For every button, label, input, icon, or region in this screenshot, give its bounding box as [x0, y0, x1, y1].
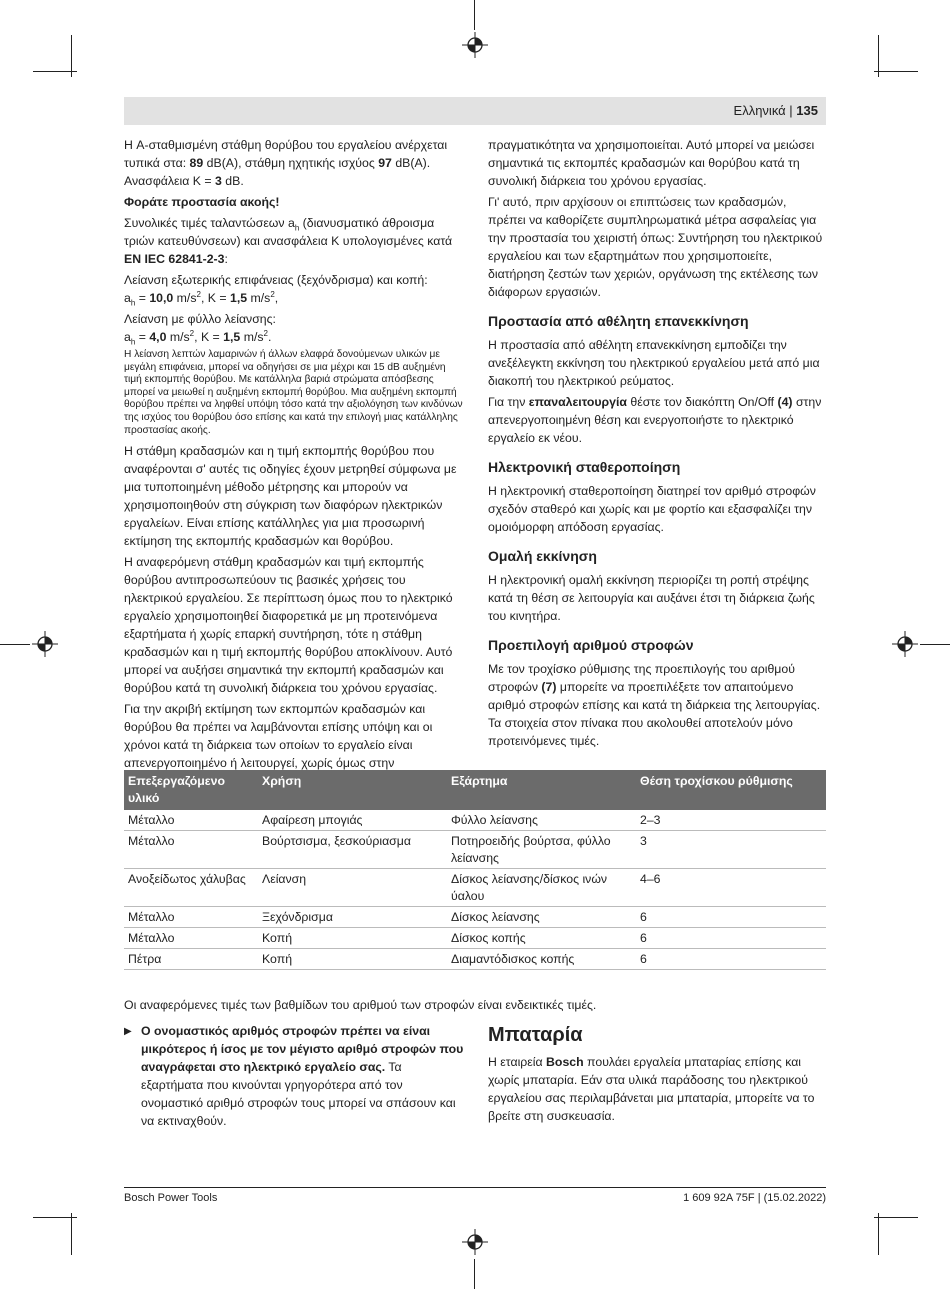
table-header-row — [124, 770, 826, 810]
table-cell: Φύλλο λείανσης — [447, 810, 636, 831]
speed-paragraph: Με τον τροχίσκο ρύθμισης της προεπιλογής του αριθμού στροφών (7) μπορείτε να προεπιλέξετε τον απαιτούμενο αριθμό στροφών επίσης και κατά τη διάρκεια της λειτουργίας. Τα στοιχεία στον πίνακα που ακολουθεί αποτελούν μόνο προτεινόμενες τιμές. — [488, 662, 821, 748]
table-cell: 6 — [636, 907, 826, 928]
restart-paragraph-2: Για την επαναλειτουργία θέστε τον διακόπτη On/Off (4) στην απενεργοποιημένη θέση και ενεργοποιήστε το ηλεκτρικό εργαλείο εκ νέου. — [488, 395, 822, 445]
noise-level-paragraph: Η A-σταθμισμένη στάθμη θορύβου του εργαλείου ανέρχεται τυπικά στα: 89 dB(A), στάθμη ηχητικής ισχύος 97 dB(A). Ανασφάλεια K = 3 dB. — [124, 138, 448, 188]
table-header-cell: Εξάρτημα — [447, 770, 636, 810]
table-row — [124, 928, 826, 949]
paragraph-safety-measures: Γι' αυτό, πριν αρχίσουν οι επιπτώσεις των κραδασμών, πρέπει να καθορίζετε συμπληρωματικά μέτρα ασφαλείας για την προστασία του χειριστή όπως: Συντήρηση του ηλεκτρικού εργαλείου και των εξαρτημάτων που χρησιμοποιείτε, διατήρηση ζεστών των χεριών, οργάνωση της εκτέλεσης των διάφορων εργασιών. — [488, 195, 823, 299]
warning-bold-text: Ο ονομαστικός αριθμός στροφών πρέπει να είναι μικρότερος ή ίσος με τον μέγιστο αριθμό στροφών που αναγράφεται στο ηλεκτρικό εργαλείο σας. — [141, 1024, 464, 1074]
speed-settings-table — [124, 770, 826, 970]
small-noise-note: Η λείανση λεπτών λαμαρινών ή άλλων ελαφρά δονούμενων υλικών με μεγάλη επιφάνεια, μπορεί να οδηγήσει σε μια μέχρι και 15 dB αυξημένη τιμή εκπομπής θορύβου. Με κατάλληλα βαριά στρώματα απόσβεσης μπορεί να μειωθεί η αυξημένη εκπομπή θορύβου. Μια αυξημένη εκπομπή θορύβου πρέπει να ληφθεί υπόψη τόσο κατά την αξιολόγηση των κινδύνων της ισχύος του θορύβου όσο επίσης και κατά την επιλογή μιας κατάλληλης προστασίας ακοής. — [124, 349, 463, 436]
header-text: Ελληνικά | 135 — [733, 103, 818, 118]
surface-grinding-values: Λείανση εξωτερικής επιφάνειας (ξεχόνδρισμα) και κοπή: $a_h = 10,0$ $m/s^2$, K = 1,5 $m/s^2$, — [124, 273, 428, 308]
footer-brand: Bosch Power Tools — [124, 1192, 218, 1204]
warning-text: Τα εξαρτήματα που κινούνται γρηγορότερα από τον ονομαστικό αριθμό στροφών τους μπορεί να σπάσουν και να εκτιναχθούν. — [141, 1060, 456, 1128]
paragraph-usage: Η αναφερόμενη στάθμη κραδασμών και τιμή εκπομπής θορύβου αντιπροσωπεύουν τις βασικές χρήσεις του ηλεκτρικού εργαλείου. Σε περίπτωση όμως που το ηλεκτρικό εργαλείο χρησιμοποιηθεί διαφορετικά με μη προτεινόμενα εξαρτήματα ή χωρίς επαρκή συντήρηση, τότε η στάθμη κραδασμών και η τιμή εκπομπής θορύβου αποκλίνουν. Αυτό μπορεί να αυξήσει σημαντικά την εκπομπή κραδασμών και θορύβου κατά τη συνολική διάρκεια του χρόνου εργασίας. — [124, 555, 453, 696]
table-row — [124, 810, 826, 831]
table-cell: Αφαίρεση μπογιάς — [258, 810, 447, 831]
table-cell: Λείανση — [258, 869, 447, 907]
table-cell: Κοπή — [258, 928, 447, 949]
footer-divider — [124, 1187, 826, 1188]
table-cell: Κοπή — [258, 949, 447, 970]
registration-mark-icon — [32, 631, 58, 657]
table-cell: 4–6 — [636, 869, 826, 907]
stabilization-paragraph: Η ηλεκτρονική σταθεροποίηση διατηρεί τον αριθμό στροφών σχεδόν σταθερό και χωρίς και με φορτίο και εξασφαλίζει την ομοιόμορφη απόδοση εργασίας. — [488, 484, 816, 534]
bullet-triangle-icon: ▶ — [124, 1026, 132, 1037]
table-cell: Δίσκος λείανσης/δίσκος ινών ύαλου — [447, 869, 636, 907]
heading-restart-protection: Προστασία από αθέλητη επανεκκίνηση — [488, 313, 749, 329]
table-cell: Διαμαντόδισκος κοπής — [447, 949, 636, 970]
table-header-cell: Χρήση — [258, 770, 447, 810]
table-cell: 3 — [636, 831, 826, 869]
table-footnote: Οι αναφερόμενες τιμές των βαθμίδων του αριθμού των στροφών είναι ενδεικτικές τιμές. — [124, 998, 597, 1012]
right-column — [488, 136, 826, 753]
paragraph-estimation: Για την ακριβή εκτίμηση των εκπομπών κραδασμών και θορύβου θα πρέπει να λαμβάνονται επίσης υπόψη και οι χρόνοι κατά τη διάρκεια των οποίων το εργαλείο είναι απενεργοποιημένο ή λειτουργεί, χωρίς όμως στην — [124, 702, 433, 771]
heading-speed-preselection: Προεπιλογή αριθμού στροφών — [488, 637, 694, 653]
table-cell: Μέταλλο — [124, 928, 258, 949]
heading-electronic-stabilization: Ηλεκτρονική σταθεροποίηση — [488, 459, 681, 475]
table-cell: Μέταλλο — [124, 831, 258, 869]
table-header-cell: Επεξεργαζόμενο υλικό — [124, 770, 258, 810]
table-cell: 6 — [636, 949, 826, 970]
heading-battery: Μπαταρία — [488, 1024, 583, 1046]
registration-mark-icon — [462, 32, 488, 58]
table-cell: Ανοξείδωτος χάλυβας — [124, 869, 258, 907]
paragraph-measurement: Η στάθμη κραδασμών και η τιμή εκπομπής θορύβου που αναφέρονται σ' αυτές τις οδηγίες έχουν μετρηθεί σύμφωνα με μια τυποποιημένη μέθοδο μέτρησης και μπορούν να χρησιμοποιηθούν στη σύγκριση των διαφόρων ηλεκτρικών εργαλείων. Είναι επίσης κατάλληλες για μια προσωρινή εκτίμηση της εκπομπής κραδασμών και θορύβου. — [124, 444, 457, 549]
wear-hearing-protection: Φοράτε προστασία ακοής! — [124, 195, 280, 209]
table-cell: Δίσκος κοπής — [447, 928, 636, 949]
table-cell: Ποτηροειδής βούρτσα, φύλλο λείανσης — [447, 831, 636, 869]
page-number: 135 — [796, 103, 818, 118]
table-cell: Πέτρα — [124, 949, 258, 970]
page-header — [124, 97, 826, 125]
sanding-sheet-values: Λείανση με φύλλο λείανσης: $a_h = 4,0$ $m/s^2$, K = 1,5 $m/s^2$. — [124, 312, 276, 347]
registration-mark-icon — [462, 1229, 488, 1255]
table-cell: 2–3 — [636, 810, 826, 831]
left-column — [124, 136, 466, 775]
table-row — [124, 949, 826, 970]
table-cell: Μέταλλο — [124, 810, 258, 831]
heading-soft-start: Ομαλή εκκίνηση — [488, 548, 597, 564]
table-row — [124, 831, 826, 869]
speed-warning — [124, 1022, 464, 1130]
battery-paragraph: Η εταιρεία Bosch πουλάει εργαλεία μπαταρίας επίσης και χωρίς μπαταρία. Εάν στα υλικά παράδοσης του ηλεκτρικού εργαλείου σας περιλαμβάνεται μια μπαταρία, μπορείτε να το βρείτε στη συσκευασία. — [488, 1055, 815, 1123]
table-cell: Βούρτσισμα, ξεσκούριασμα — [258, 831, 447, 869]
table-row — [124, 907, 826, 928]
paragraph-continuation: πραγματικότητα να χρησιμοποιείται. Αυτό μπορεί να μειώσει σημαντικά τις εκπομπές κραδασμών και θορύβου κατά τη συνολική διάρκεια του χρόνου εργασίας. — [488, 138, 815, 188]
footer-doc-id: 1 609 92A 75F | (15.02.2022) — [683, 1192, 826, 1204]
table-cell: 6 — [636, 928, 826, 949]
soft-start-paragraph: Η ηλεκτρονική ομαλή εκκίνηση περιορίζει τη ροπή στρέψης κατά τη θέση σε λειτουργία και αυξάνει έτσι τη διάρκεια ζωής του κινητήρα. — [488, 573, 815, 623]
table-row — [124, 869, 826, 907]
vibration-total-paragraph: Συνολικές τιμές ταλαντώσεων $a_h$ (διανυσματικό άθροισμα τριών κατευθύνσεων) και ανασφάλεια K υπολογισμένες κατά EN IEC 62841-2-3: — [124, 216, 453, 266]
restart-paragraph-1: Η προστασία από αθέλητη επανεκκίνηση εμποδίζει την ανεξέλεγκτη εκκίνηση του ηλεκτρικού εργαλείου μετά από μια διακοπή του ηλεκτρικού ρεύματος. — [488, 338, 820, 388]
table-cell: Ξεχόνδρισμα — [258, 907, 447, 928]
battery-section — [488, 1022, 826, 1128]
table-cell: Δίσκος λείανσης — [447, 907, 636, 928]
table-header-cell: Θέση τροχίσκου ρύθμισης — [636, 770, 826, 810]
header-language: Ελληνικά — [733, 103, 786, 118]
registration-mark-icon — [892, 631, 918, 657]
table-cell: Μέταλλο — [124, 907, 258, 928]
